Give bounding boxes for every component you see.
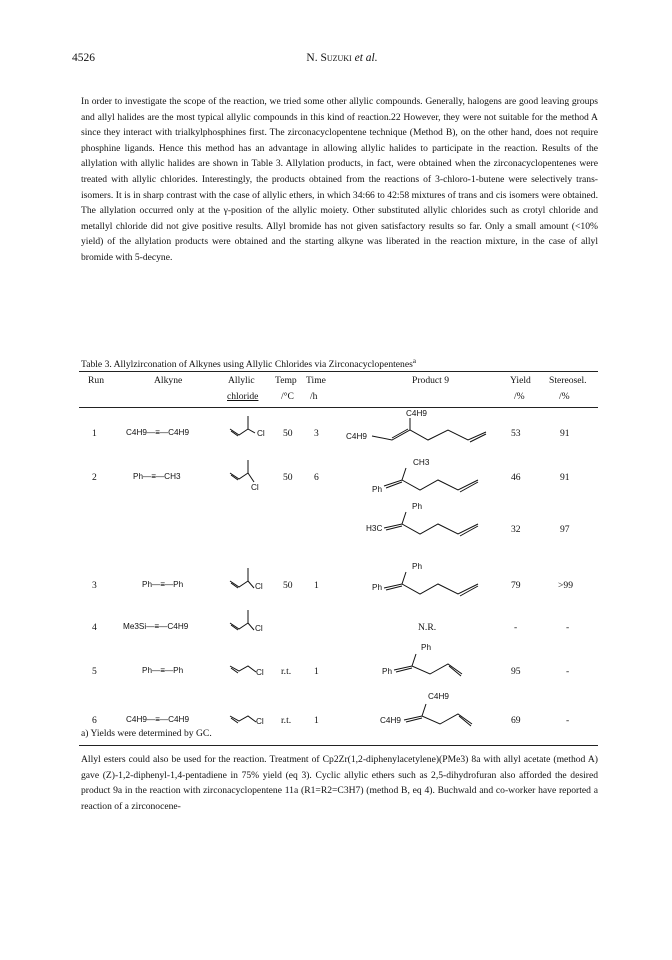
row2b-product-h3c: H3C [366,524,383,533]
row2b-product-ph: Ph [412,502,423,511]
col-header-yield-unit: /% [514,391,525,402]
row5-temp: r.t. [281,666,292,677]
row1-cl-label: Cl [257,429,265,438]
row5-cl-label: Cl [256,668,264,677]
row1-stereo: 91 [560,428,570,439]
table-header-rule [79,407,598,408]
row2-allylic-chloride-structure [228,456,268,488]
paragraph-allyl-esters: Allyl esters could also be used for the reaction. Treatment of Cp2Zr(1,2-diphenylacetylene)(PMe3) 8a with allyl acetate (method A) gave (Z)-1,2-diphenyl-1,4-pentadiene in 75% yield (eq 3). Cyclic allylic ethers such as 2,5-dihydrofuran also afforded the desired product 9a in the reaction with zirconacyclopentene 11a (R1=R2=C3H7) (method B, eq 4). Buchwald and co-worker have reported a reaction of a zirconocene- [81,754,598,812]
row5-product-structure [394,652,474,682]
col-header-stereo: Stereosel. [549,375,587,386]
row5-alkyne: Ph—≡—Ph [142,666,184,675]
row1-product-structure [372,418,492,448]
row2b-stereo: 97 [560,524,570,535]
row3-allylic-chloride-structure [228,564,268,596]
row2-run: 2 [92,472,97,483]
row6-alkyne: C4H9—≡—C4H9 [126,715,190,724]
row1-run: 1 [92,428,97,439]
row3-product-ph-top: Ph [412,562,423,571]
row2-product-ph: Ph [372,485,383,494]
row4-cl-label: Cl [255,624,263,633]
table-footnote: a) Yields were determined by GC. [81,728,212,739]
row5-product-ph-left: Ph [382,667,393,676]
row6-run: 6 [92,715,97,726]
row3-cl-label: Cl [255,582,263,591]
row1-yield: 53 [511,428,521,439]
page-number: 4526 [72,52,95,64]
author-name: N. Suzuki [306,52,352,64]
col-header-time-unit: /h [310,391,318,402]
col-header-stereo-unit: /% [559,391,570,402]
col-header-allylic: Allylic [228,375,255,386]
col-header-temp-unit: /°C [281,391,294,402]
row4-product: N.R. [418,622,437,633]
running-title [72,52,612,64]
row5-yield: 95 [511,666,521,677]
row3-run: 3 [92,580,97,591]
row6-cl-label: Cl [256,717,264,726]
row2b-product-structure [384,510,494,542]
col-header-alkyne: Alkyne [154,375,183,386]
row2-time: 6 [314,472,319,483]
col-header-yield: Yield [510,375,531,386]
row6-time: 1 [314,715,319,726]
row6-yield: 69 [511,715,521,726]
row1-alkyne: C4H9—≡—C4H9 [126,428,190,437]
row3-product-ph-left: Ph [372,583,383,592]
page-header [72,52,612,72]
row3-product-structure [384,570,494,602]
row6-product-c4h9-top: C4H9 [428,692,449,701]
row2-cl-label: Cl [251,483,259,492]
row3-stereo: >99 [558,580,574,591]
row4-yield: - [514,622,518,633]
col-header-product: Product 9 [412,375,450,386]
row1-product-c4h9-top: C4H9 [406,409,427,418]
row1-time: 3 [314,428,319,439]
row6-product-c4h9-left: C4H9 [380,716,401,725]
row5-product-ph-top: Ph [421,643,432,652]
table-bottom-rule [79,745,598,746]
row3-temp: 50 [283,580,293,591]
row2-temp: 50 [283,472,293,483]
paragraph-intro: In order to investigate the scope of the reaction, we tried some other allylic compounds. Generally, halogens are good leaving groups and allyl halides are the most typical allylic compounds in this kind of reaction.22 However, they were not suitable for the method A since they interact with trialkylphosphines first. The zirconacyclopentene technique (Method B), on the other hand, does not require phosphine ligands. Hence this method has an advantage in allowing allylic halides to participate in the reaction. Results of the allylation with allylic halides are shown in Table 3. Allylation products, in fact, were obtained when the zirconacyclopentenes were treated with allylic chlorides. Interestingly, the products obtained from the reactions of 3-chloro-1-butene were selectively trans-isomers. It is in sharp contrast with the case of allylic ethers, in which 34:66 to 42:58 mixtures of trans and cis isomers were obtained. The allylation occurred only at the γ-position of the allylic moiety. Other substituted allylic chlorides such as crotyl chloride and metallyl chloride did not give positive results. Allyl bromide has not given satisfactory results so far. Only a small amount (<10% yield) of the allylation products were obtained and the starting alkyne was liberated in the reaction mixture, in the case of allyl bromide with 5-decyne. [81,96,598,263]
row5-time: 1 [314,666,319,677]
table-caption-footnote-mark: a [412,357,416,365]
row6-temp: r.t. [281,715,292,726]
row1-product-c4h9-left: C4H9 [346,432,367,441]
col-header-run: Run [88,375,104,386]
row3-alkyne: Ph—≡—Ph [142,580,184,589]
row2-yield: 46 [511,472,521,483]
row6-product-structure [404,702,484,732]
row2b-yield: 32 [511,524,521,535]
row5-stereo: - [566,666,570,677]
row4-alkyne: Me3Si—≡—C4H9 [123,622,189,631]
row4-stereo: - [566,622,570,633]
table-caption [81,357,416,370]
table-top-rule [79,371,598,372]
row2-product-structure [384,466,494,498]
col-header-chloride: chloride [227,391,259,402]
row4-run: 4 [92,622,97,633]
row2-stereo: 91 [560,472,570,483]
row1-temp: 50 [283,428,293,439]
row2-alkyne: Ph—≡—CH3 [133,472,181,481]
row5-run: 5 [92,666,97,677]
row2-product-ch3: CH3 [413,458,430,467]
et-al: et al. [351,52,378,64]
col-header-time: Time [306,375,326,386]
row3-time: 1 [314,580,319,591]
table-caption-text: Table 3. Allylzirconation of Alkynes using Allylic Chlorides via Zirconacyclopentenes [81,359,413,371]
row4-allylic-chloride-structure [228,606,268,638]
row6-stereo: - [566,715,570,726]
col-header-temp: Temp [275,375,297,386]
row3-yield: 79 [511,580,521,591]
